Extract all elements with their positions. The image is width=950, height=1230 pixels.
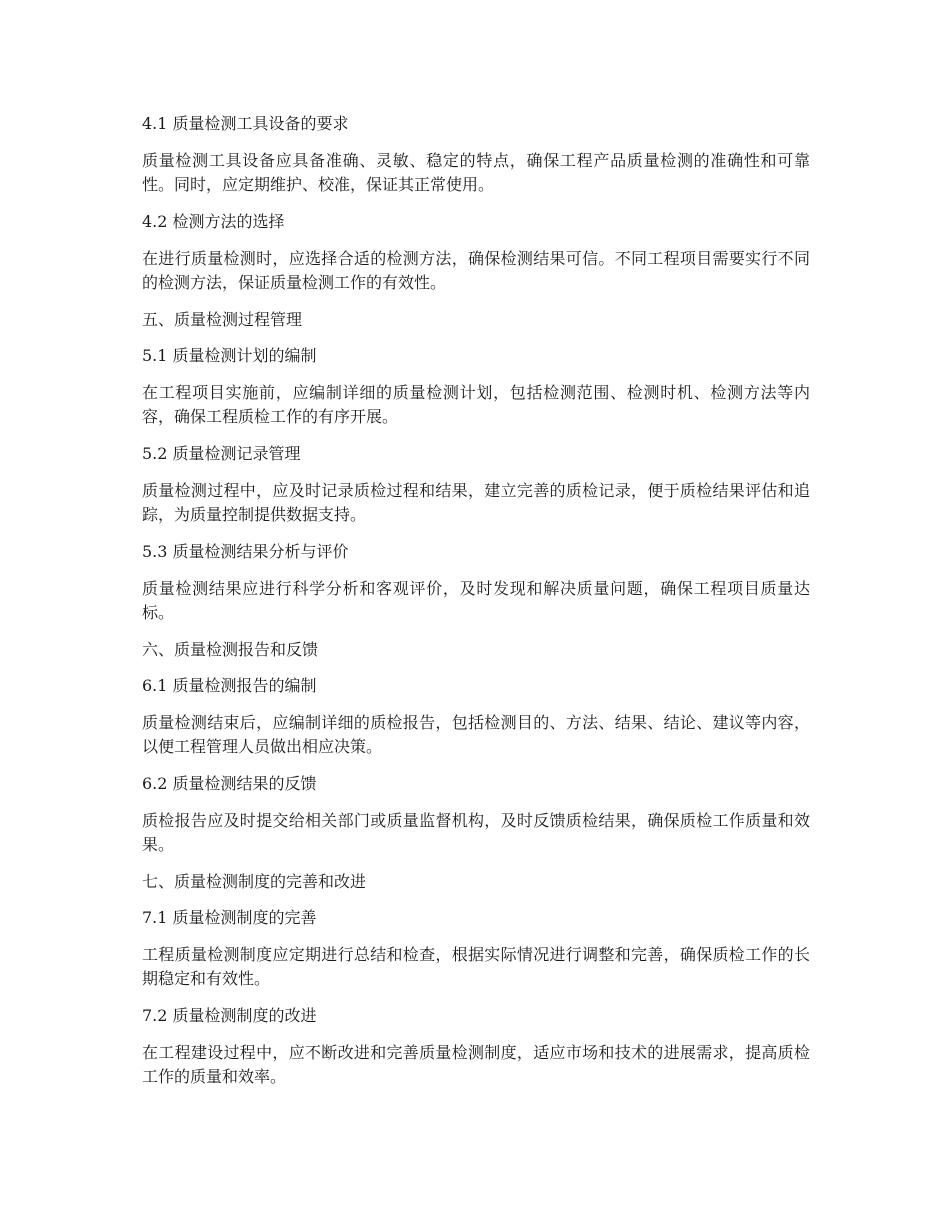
paragraph-6-1: 质量检测结束后，应编制详细的质检报告，包括检测目的、方法、结果、结论、建议等内容，以便工程管理人员做出相应决策。: [142, 713, 810, 756]
document-body: [142, 113, 810, 1103]
section-heading-5-2: 5.2 质量检测记录管理: [142, 444, 301, 463]
paragraph-4-1: 质量检测工具设备应具备准确、灵敏、稳定的特点，确保工程产品质量检测的准确性和可靠性。同时，应定期维护、校准，保证其正常使用。: [142, 151, 810, 194]
paragraph-5-3: 质量检测结果应进行科学分析和客观评价，及时发现和解决质量问题，确保工程项目质量达标。: [142, 579, 810, 622]
paragraph-4-2: 在进行质量检测时，应选择合适的检测方法，确保检测结果可信。不同工程项目需要实行不同的检测方法，保证质量检测工作的有效性。: [142, 249, 810, 292]
chapter-heading-6: 六、质量检测报告和反馈: [142, 640, 319, 659]
section-heading-6-1: 6.1 质量检测报告的编制: [142, 676, 317, 695]
paragraph-7-2: 在工程建设过程中，应不断改进和完善质量检测制度，适应市场和技术的进展需求，提高质检工作的质量和效率。: [142, 1043, 810, 1086]
paragraph-7-1: 工程质量检测制度应定期进行总结和检查，根据实际情况进行调整和完善，确保质检工作的长期稳定和有效性。: [142, 945, 810, 988]
chapter-heading-5: 五、质量检测过程管理: [142, 310, 303, 329]
section-heading-4-1: 4.1 质量检测工具设备的要求: [142, 114, 349, 133]
section-heading-5-1: 5.1 质量检测计划的编制: [142, 346, 317, 365]
section-heading-7-2: 7.2 质量检测制度的改进: [142, 1006, 317, 1025]
section-heading-6-2: 6.2 质量检测结果的反馈: [142, 774, 317, 793]
chapter-heading-7: 七、质量检测制度的完善和改进: [142, 872, 367, 891]
section-heading-7-1: 7.1 质量检测制度的完善: [142, 908, 317, 927]
paragraph-5-2: 质量检测过程中，应及时记录质检过程和结果，建立完善的质检记录，便于质检结果评估和追踪，为质量控制提供数据支持。: [142, 481, 810, 524]
paragraph-6-2: 质检报告应及时提交给相关部门或质量监督机构，及时反馈质检结果，确保质检工作质量和效果。: [142, 811, 810, 854]
section-heading-4-2: 4.2 检测方法的选择: [142, 212, 285, 231]
section-heading-5-3: 5.3 质量检测结果分析与评价: [142, 542, 349, 561]
paragraph-5-1: 在工程项目实施前，应编制详细的质量检测计划，包括检测范围、检测时机、检测方法等内容，确保工程质检工作的有序开展。: [142, 383, 810, 426]
